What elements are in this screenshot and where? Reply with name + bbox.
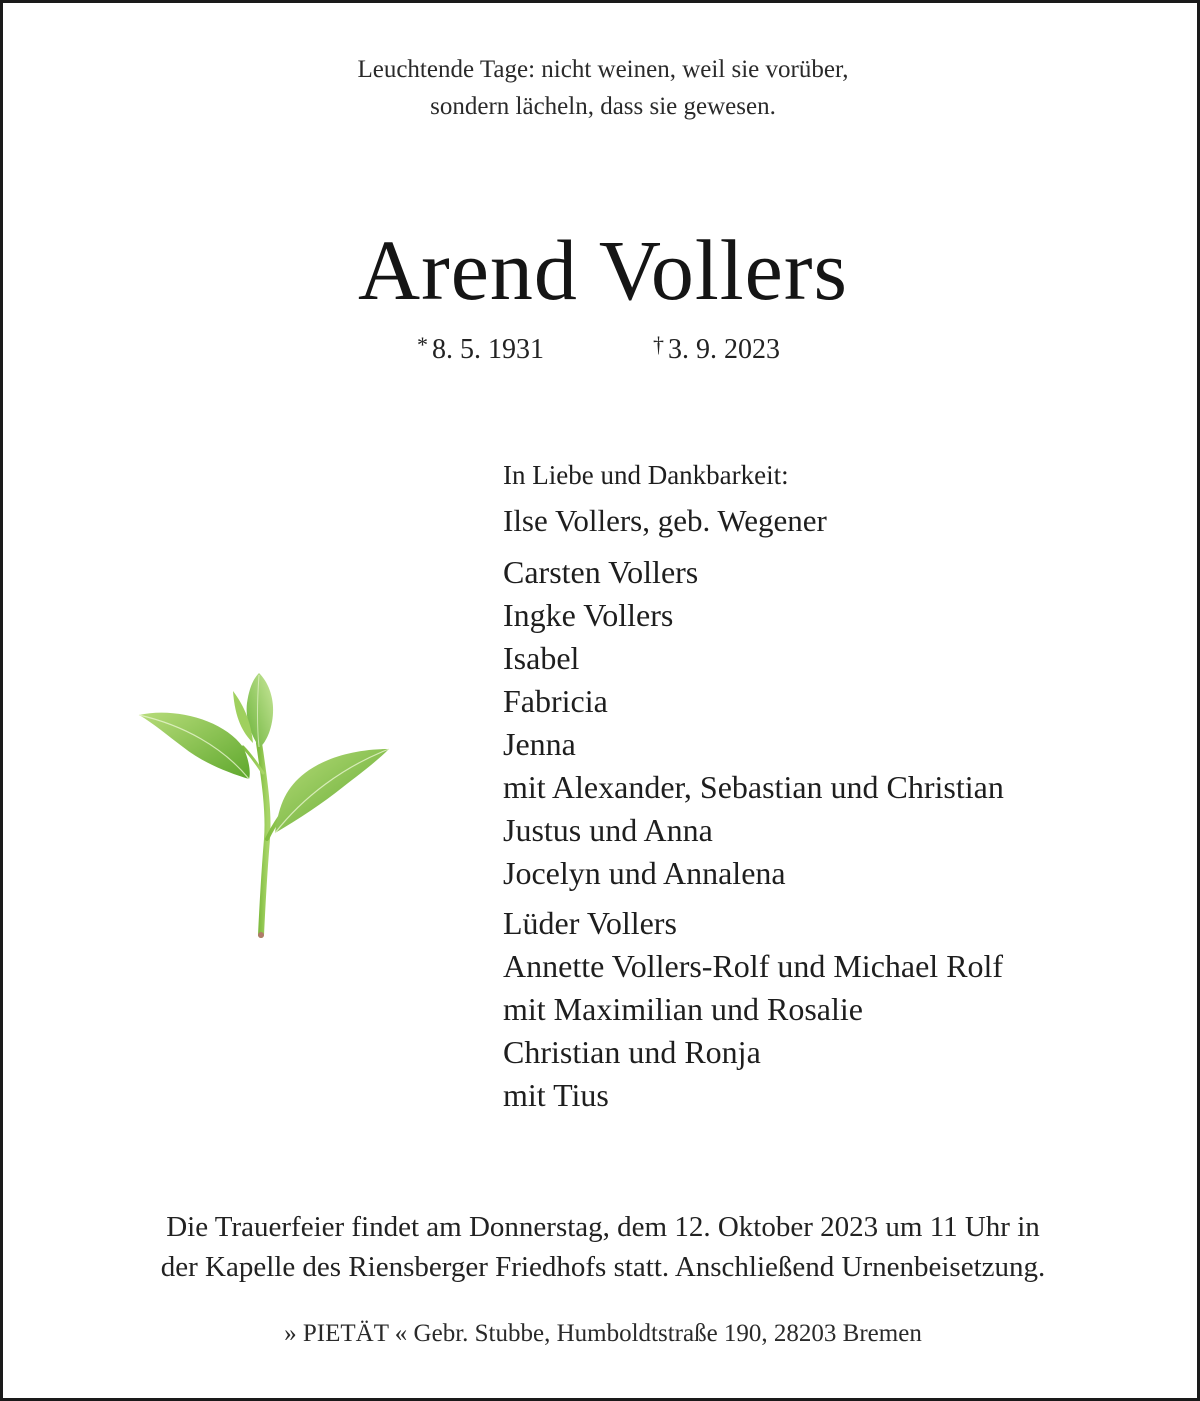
- mourner-line: Christian und Ronja: [503, 1034, 761, 1070]
- motto-line: Leuchtende Tage: nicht weinen, weil sie vorüber,: [357, 56, 849, 83]
- mourner-line: Isabel: [503, 640, 580, 676]
- mourner-line: mit Maximilian und Rosalie: [503, 991, 863, 1027]
- plant-seedling-icon: [133, 663, 393, 943]
- birth-date: [417, 325, 544, 370]
- mourner-line: Jenna: [503, 726, 576, 762]
- service-line: Die Trauerfeier findet am Donnerstag, dem 12. Oktober 2023 um 11 Uhr in: [166, 1211, 1040, 1243]
- deceased-name: Arend Vollers: [358, 222, 848, 318]
- mourner-line: Carsten Vollers: [503, 554, 699, 590]
- undertaker-address: » PIETÄT « Gebr. Stubbe, Humboldtstraße 190, 28203 Bremen: [284, 1320, 922, 1347]
- mourner-line: mit Alexander, Sebastian und Christian: [503, 769, 1004, 805]
- mourner-line: Annette Vollers-Rolf und Michael Rolf: [503, 948, 1004, 984]
- mourner-line: mit Tius: [503, 1077, 609, 1113]
- death-symbol: †: [653, 332, 664, 357]
- mourner-line: Lüder Vollers: [503, 905, 677, 941]
- mourner-line: Justus und Anna: [503, 812, 713, 848]
- mourner-line: Fabricia: [503, 683, 608, 719]
- mourners-list: [503, 455, 1004, 1117]
- family-group-2: [503, 902, 1004, 1117]
- death-date-value: 3. 9. 2023: [668, 334, 780, 365]
- service-line: der Kapelle des Riensberger Friedhofs statt. Anschließend Urnenbeisetzung.: [160, 1251, 1046, 1283]
- birth-symbol: *: [417, 332, 428, 357]
- widow-name: Ilse Vollers, geb. Wegener: [503, 503, 827, 538]
- mourners-intro: In Liebe und Dankbarkeit:: [503, 460, 789, 490]
- motto-line: sondern lächeln, dass sie gewesen.: [430, 93, 776, 120]
- funeral-service-notice: [3, 1207, 1200, 1287]
- motto-quote: [3, 51, 1200, 125]
- family-group-1: [503, 551, 1004, 895]
- mourner-line: Ingke Vollers: [503, 597, 674, 633]
- mourner-line: Jocelyn und Annalena: [503, 855, 786, 891]
- death-date: [653, 325, 780, 370]
- birth-date-value: 8. 5. 1931: [432, 334, 544, 365]
